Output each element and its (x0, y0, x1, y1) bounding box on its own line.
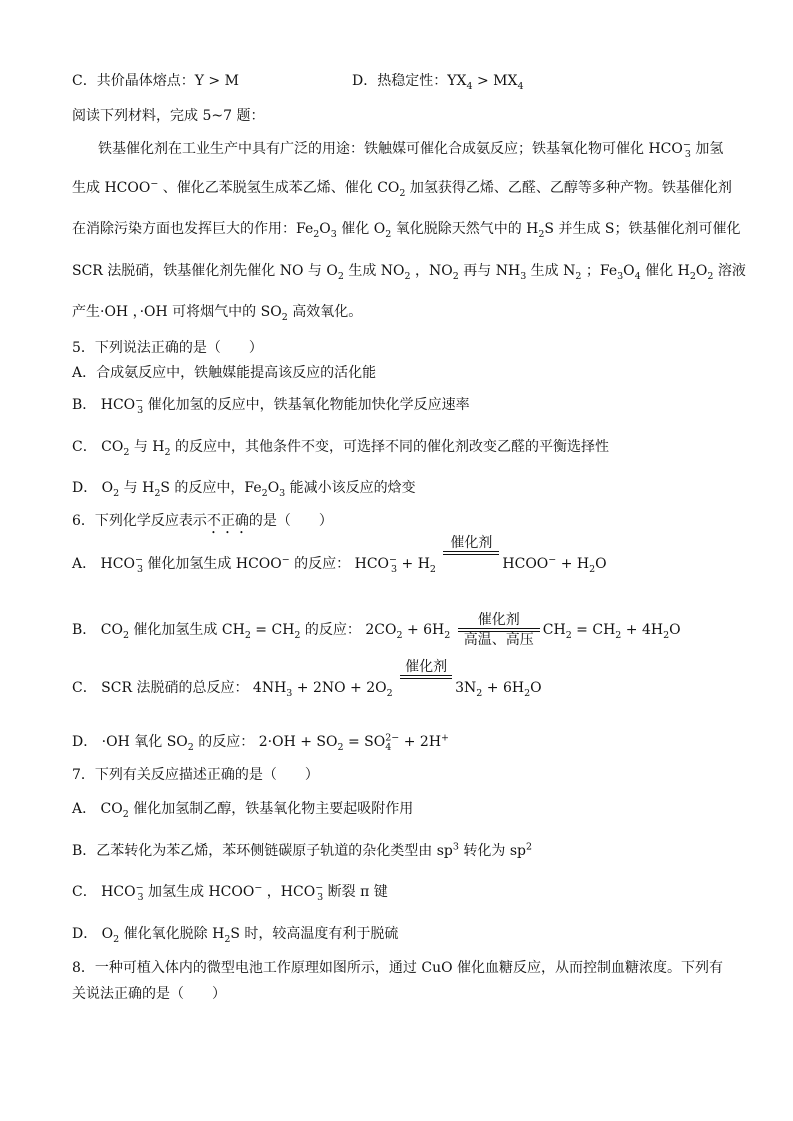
q7-option-a: A． $CO_2$ 催化加氢制乙醇，铁基氧化物主要起吸附作用 (72, 801, 414, 820)
q7-stem: 7．下列有关反应描述正确的是（ ） (72, 767, 319, 783)
material-line-2: 生成 HCOO− 、催化乙苯脱氢生成苯乙烯、催化 $CO_2$ 加氢获得乙烯、乙醛、乙醇等多种产物。铁基催化剂 (72, 178, 732, 199)
q5-option-d: D． $O_2$ 与 $H_2S$ 的反应中，$Fe_2O_3$ 能减小该反应的焓变 (72, 480, 416, 499)
q6-option-b: B． $CO_2$ 催化加氢生成 $CH_2 = CH_2$ 的反应： $2CO_2 + 6H_2$ $\frac{\text{催化剂}}{\text{高温、高压}}$ $CH_2 = CH_2 + 4H_2O$ (72, 612, 681, 648)
q4-option-d: D．热稳定性：$YX_4 > MX_4$ (352, 73, 524, 92)
material-line-4: SCR 法脱硝，铁基催化剂先催化 NO 与 $O_2$ 生成 $NO_2$ ，$NO_2$ 再与 $NH_3$ 生成 $N_2$ ；$Fe_3O_4$ 催化 $H_2O_2$ 溶液 (72, 263, 746, 282)
q6b-catalyst-arrow: $\frac{\text{催化剂}}{\text{高温、高压}}$ (458, 612, 540, 648)
q6-option-d: D． ·OH 氧化 $SO_2$ 的反应： $2\cdot OH + SO_2 = SO^{2-}_4 + 2H^+$ (72, 732, 450, 753)
q5-stem: 5．下列说法正确的是（ ） (72, 340, 263, 356)
material-line-3: 在消除污染方面也发挥巨大的作用：$Fe_2O_3$ 催化 $O_2$ 氧化脱除天然气中的 $H_2S$ 并生成 S；铁基催化剂可催化 (72, 221, 741, 240)
q6-option-a: A． $HCO^-_3$ 催化加氢生成 HCOO− 的反应： $HCO^-_3 + H_2$ 催化剂 HCOO− + $H_2O$ (72, 535, 607, 575)
material-line-5: 产生·OH ，·OH 可将烟气中的 $SO_2$ 高效氧化。 (72, 304, 363, 323)
material-intro: 阅读下列材料，完成 5~7 题： (72, 108, 265, 124)
q6-stem: 6．下列化学反应表示不正确的是（ ） (72, 513, 333, 529)
material-line-1: 铁基催化剂在工业生产中具有广泛的用途：铁触媒可催化合成氨反应；铁基氧化物可催化 $HCO^-_3$ 加氢 (98, 139, 724, 160)
q5-option-c: C． $CO_2$ 与 $H_2$ 的反应中，其他条件不变，可选择不同的催化剂改变乙醛的平衡选择性 (72, 439, 610, 458)
q4-option-c: C．共价晶体熔点：Y > M (72, 73, 239, 89)
q7-option-c: C． $HCO^-_3$ 加氢生成 HCOO− ，$HCO^-_3$ 断裂 π 键 (72, 882, 388, 903)
q5-option-b: B． $HCO^-_3$ 催化加氢的反应中，铁基氧化物能加快化学反应速率 (72, 395, 470, 416)
q6-option-c: C． SCR 法脱硝的总反应： $4NH_3 + 2NO + 2O_2$ 催化剂 $3N_2 + 6H_2O$ (72, 659, 542, 699)
q6c-catalyst-arrow: 催化剂 (400, 659, 452, 695)
q7-option-d: D． $O_2$ 催化氧化脱除 $H_2S$ 时，较高温度有利于脱硫 (72, 926, 399, 945)
q8-stem-line-1: 8．一种可植入体内的微型电池工作原理如图所示，通过 CuO 催化血糖反应，从而控制血糖浓度。下列有 (72, 960, 724, 976)
q6a-catalyst-arrow: 催化剂 (443, 535, 499, 571)
q5-option-a: A．合成氨反应中，铁触媒能提高该反应的活化能 (72, 365, 377, 381)
q8-stem-line-2: 关说法正确的是（ ） (72, 986, 226, 1002)
q7-option-b: B．乙苯转化为苯乙烯，苯环侧链碳原子轨道的杂化类型由 $sp^3$ 转化为 $sp^2$ (72, 841, 533, 859)
